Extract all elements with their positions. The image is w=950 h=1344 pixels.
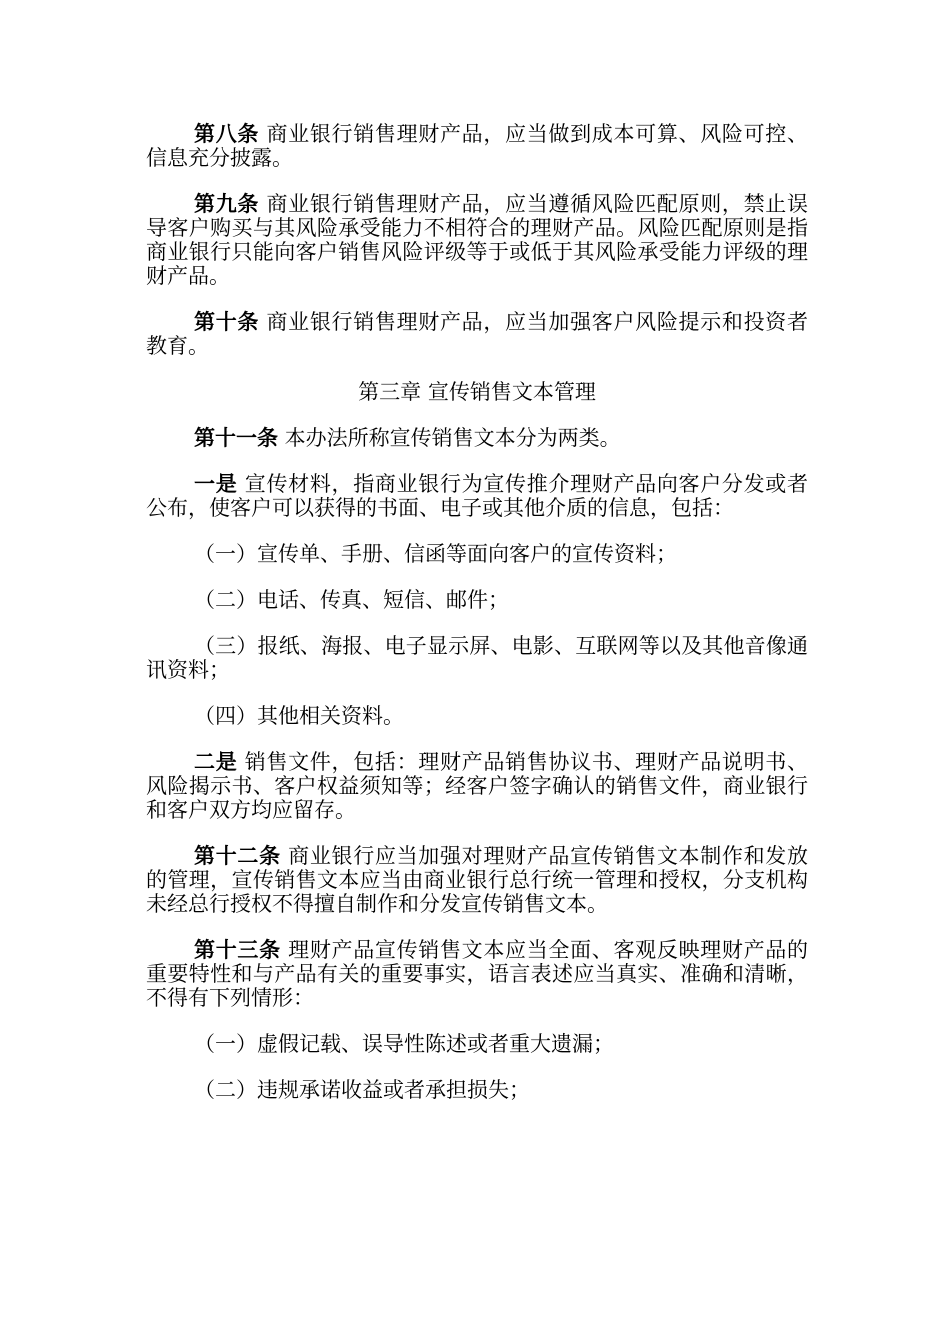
chapter-title: 第三章 宣传销售文本管理 bbox=[358, 380, 596, 404]
article-label: 第八条 bbox=[194, 121, 260, 146]
article-text: 理财产品宣传销售文本应当全面、客观反映理财产品的重要特性和与产品有关的重要事实，语言表述应当真实、准确和清晰，不得有下列情形： bbox=[146, 938, 808, 1010]
article-10 bbox=[146, 310, 808, 358]
article-8 bbox=[146, 122, 808, 170]
article-label: 第十条 bbox=[194, 309, 260, 334]
list-item: （三）报纸、海报、电子显示屏、电影、互联网等以及其他音像通讯资料； bbox=[146, 634, 808, 682]
article-text: 商业银行销售理财产品，应当做到成本可算、风险可控、信息充分披露。 bbox=[146, 122, 808, 170]
article-text: 商业银行销售理财产品，应当加强客户风险提示和投资者教育。 bbox=[146, 310, 808, 358]
list-item: （四）其他相关资料。 bbox=[194, 704, 404, 728]
type-1-promotional-materials bbox=[146, 472, 808, 520]
list-item: （二）违规承诺收益或者承担损失； bbox=[194, 1078, 530, 1102]
type-text: 宣传材料，指商业银行为宣传推介理财产品向客户分发或者公布，使客户可以获得的书面、电子或其他介质的信息，包括： bbox=[146, 472, 808, 520]
article-12 bbox=[146, 844, 808, 916]
article-label: 第十二条 bbox=[194, 843, 281, 868]
article-text: 商业银行销售理财产品，应当遵循风险匹配原则，禁止误导客户购买与其风险承受能力不相符合的理财产品。风险匹配原则是指商业银行只能向客户销售风险评级等于或低于其风险承受能力评级的理财产品。 bbox=[146, 192, 808, 288]
type-label: 二是 bbox=[194, 749, 238, 774]
document-page bbox=[146, 122, 808, 1102]
type-label: 一是 bbox=[194, 471, 238, 496]
article-11 bbox=[146, 426, 808, 450]
list-item: （一）宣传单、手册、信函等面向客户的宣传资料； bbox=[194, 542, 677, 566]
article-text: 商业银行应当加强对理财产品宣传销售文本制作和发放的管理，宣传销售文本应当由商业银行总行统一管理和授权，分支机构未经总行授权不得擅自制作和分发宣传销售文本。 bbox=[146, 844, 808, 916]
list-item: （二）电话、传真、短信、邮件； bbox=[194, 588, 509, 612]
list-item: （一）虚假记载、误导性陈述或者重大遗漏； bbox=[194, 1032, 614, 1056]
article-label: 第九条 bbox=[194, 191, 260, 216]
type-2-sales-documents bbox=[146, 750, 808, 822]
article-label: 第十一条 bbox=[194, 425, 278, 450]
type-text: 销售文件，包括：理财产品销售协议书、理财产品说明书、风险揭示书、客户权益须知等；经客户签字确认的销售文件，商业银行和客户双方均应留存。 bbox=[146, 750, 808, 822]
article-label: 第十三条 bbox=[194, 937, 281, 962]
article-9 bbox=[146, 192, 808, 288]
article-text: 本办法所称宣传销售文本分为两类。 bbox=[278, 426, 621, 450]
article-13 bbox=[146, 938, 808, 1010]
